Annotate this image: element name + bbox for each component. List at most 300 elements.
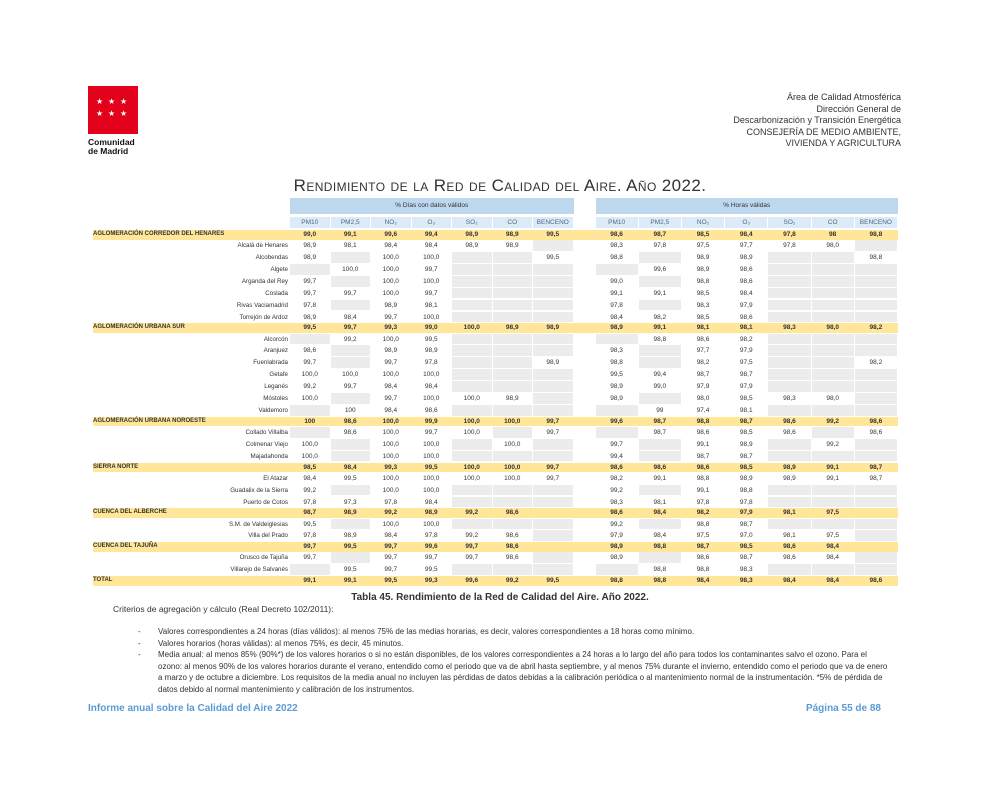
- daily-cell: 99,3: [384, 324, 398, 332]
- daily-cell: 99,5: [424, 566, 438, 574]
- hourly-cell: [855, 564, 897, 575]
- hourly-cell: [855, 405, 897, 416]
- daily-cell: 100,0: [504, 440, 521, 448]
- hourly-cell: 99,1: [696, 486, 710, 494]
- hourly-cell: 98,4: [826, 543, 839, 551]
- hourly-cell: 98,3: [610, 498, 623, 506]
- daily-cell: 100,0: [423, 313, 440, 321]
- hourly-cell: [768, 312, 810, 323]
- daily-cell: 98,5: [303, 463, 317, 471]
- hourly-cell: 98,5: [696, 289, 710, 297]
- hourly-cell: 98,9: [610, 395, 623, 402]
- daily-cell: 98,4: [343, 313, 357, 321]
- daily-cell: 98,9: [465, 242, 479, 250]
- daily-cell: 99,7: [343, 324, 357, 332]
- daily-cell: 98,6: [505, 554, 519, 562]
- daily-cell: [533, 240, 573, 251]
- hourly-cell: 98,2: [610, 474, 623, 482]
- hourly-cell: 98,2: [696, 359, 710, 367]
- hourly-cell: 98,6: [739, 277, 753, 285]
- station-label: Valdemoro: [258, 406, 288, 414]
- section-label: CUENCA DEL TAJUÑA: [93, 543, 158, 550]
- hourly-cell: [812, 312, 854, 323]
- hourly-cell: 98,1: [783, 509, 796, 517]
- daily-cell: 99,1: [303, 577, 317, 585]
- daily-cell: [493, 357, 533, 368]
- station-label: Collado Villalba: [245, 428, 288, 436]
- hourly-cell: [596, 334, 638, 345]
- hourly-cell: 98,6: [610, 509, 623, 517]
- daily-cell: 100,0: [423, 440, 440, 448]
- daily-cell: [331, 485, 371, 496]
- hourly-cell: 98,7: [696, 543, 710, 551]
- hourly-cell: 98,0: [826, 242, 839, 250]
- hourly-cell: 98,8: [653, 335, 667, 343]
- hourly-cell: [768, 264, 810, 275]
- daily-cell: 98,6: [303, 347, 317, 355]
- daily-cell: 98,9: [505, 395, 519, 402]
- daily-cell: 99,7: [546, 417, 560, 425]
- daily-cell: [331, 439, 371, 450]
- page-title: Rendimiento de la Red de Calidad del Aire. Año 2022.: [293, 176, 707, 195]
- hourly-cell: 98,8: [610, 254, 623, 261]
- daily-cell: 99,0: [303, 231, 317, 238]
- hourly-cell: [639, 393, 681, 404]
- criteria-list: [138, 626, 888, 696]
- hourly-cell: [596, 405, 638, 416]
- hourly-cell: [639, 451, 681, 462]
- hourly-cell: 98,6: [783, 417, 796, 425]
- daily-cell: 100,0: [382, 289, 399, 297]
- daily-cell: [331, 276, 371, 287]
- hourly-cell: 98,6: [696, 463, 710, 471]
- table-caption: Tabla 45. Rendimiento de la Red de Calidad del Aire. Año 2022.: [351, 592, 649, 603]
- hourly-cell: [812, 369, 854, 380]
- station-label: Torrejón de Ardoz: [239, 313, 288, 321]
- daily-cell: 99,2: [465, 532, 479, 540]
- daily-cell: [533, 564, 573, 575]
- hourly-cell: [812, 264, 854, 275]
- section-label: CUENCA DEL ALBERCHE: [93, 509, 167, 516]
- daily-cell: [452, 451, 492, 462]
- daily-cell: [493, 497, 533, 508]
- daily-cell: 99,4: [424, 231, 438, 238]
- hourly-cell: 98,7: [653, 417, 667, 425]
- daily-cell: [533, 497, 573, 508]
- daily-cell: 98,9: [384, 301, 398, 309]
- daily-cell: [493, 381, 533, 392]
- hourly-cell: 97,5: [696, 532, 710, 540]
- hourly-cell: [639, 439, 681, 450]
- daily-cell: [331, 300, 371, 311]
- daily-cell: [493, 300, 533, 311]
- daily-cell: [452, 334, 492, 345]
- station-label: Villa del Prado: [248, 532, 288, 540]
- hourly-cell: [639, 276, 681, 287]
- station-label: Leganés: [264, 383, 288, 391]
- hourly-cell: 97,8: [610, 301, 623, 309]
- hourly-cell: 98,9: [739, 440, 753, 448]
- hourly-cell: 98,5: [739, 395, 753, 402]
- daily-cell: 99,5: [546, 577, 560, 585]
- daily-cell: 99,7: [384, 554, 398, 562]
- daily-cell: 98,9: [384, 347, 398, 355]
- logo-text: Comunidad de Madrid: [88, 137, 135, 156]
- daily-cell: 98,4: [343, 463, 357, 471]
- hourly-cell: 98,1: [696, 324, 710, 332]
- daily-cell: [493, 334, 533, 345]
- daily-cell: 98,4: [424, 383, 438, 391]
- hourly-cell: [639, 252, 681, 263]
- hourly-cell: [812, 497, 854, 508]
- hourly-cell: 97,9: [739, 509, 753, 517]
- hourly-cell: 98,3: [696, 301, 710, 309]
- hourly-cell: [855, 312, 897, 323]
- daily-cell: [493, 564, 533, 575]
- hourly-cell: [812, 300, 854, 311]
- daily-cell: 100,0: [463, 463, 480, 471]
- section-label: SIERRA NORTE: [93, 463, 139, 470]
- daily-cell: 99,7: [303, 554, 317, 562]
- daily-cell: 99,7: [343, 383, 357, 391]
- hourly-cell: 98,3: [783, 395, 796, 402]
- daily-cell: 99,6: [465, 577, 479, 585]
- hourly-cell: 99,1: [610, 289, 623, 297]
- daily-cell: 99,5: [424, 463, 438, 471]
- hourly-cell: 98,8: [869, 254, 883, 261]
- hourly-cell: [812, 519, 854, 530]
- daily-cell: 99,5: [303, 520, 317, 528]
- daily-cell: 98,9: [546, 359, 560, 367]
- hourly-cell: [768, 497, 810, 508]
- daily-cell: 99,7: [384, 566, 398, 574]
- daily-cell: 98,4: [424, 498, 438, 506]
- station-label: Alcorcón: [263, 335, 288, 343]
- daily-cell: 100,0: [463, 417, 480, 425]
- daily-cell: 99,7: [424, 265, 438, 273]
- hourly-cell: 98,6: [653, 463, 667, 471]
- hourly-cell: 98,4: [653, 509, 667, 517]
- daily-cell: 99,5: [546, 254, 560, 261]
- hourly-cell: 98,6: [869, 428, 883, 436]
- group-header-daily: % Días con datos válidos: [290, 198, 574, 214]
- daily-cell: [452, 264, 492, 275]
- daily-cell: 100,0: [382, 520, 399, 528]
- daily-cell: 100,0: [342, 265, 359, 273]
- hourly-cell: [596, 427, 638, 438]
- hourly-cell: 98,9: [739, 254, 753, 261]
- hourly-cell: [855, 508, 897, 517]
- daily-cell: 98,4: [384, 383, 398, 391]
- daily-cell: 99,5: [343, 543, 357, 551]
- hourly-cell: [639, 357, 681, 368]
- hourly-cell: 98,4: [696, 577, 710, 585]
- hourly-cell: 98,2: [696, 509, 710, 517]
- daily-cell: 97,8: [303, 498, 317, 506]
- hourly-cell: 99,6: [610, 417, 623, 425]
- hourly-cell: 98,6: [696, 335, 710, 343]
- daily-cell: [493, 276, 533, 287]
- daily-cell: 98,6: [343, 428, 357, 436]
- daily-cell: 100,0: [382, 265, 399, 273]
- hourly-cell: [855, 381, 897, 392]
- daily-cell: 100,0: [382, 474, 399, 482]
- hourly-cell: [812, 564, 854, 575]
- hourly-cell: 97,5: [739, 359, 753, 367]
- hourly-cell: 97,5: [826, 509, 839, 517]
- hourly-cell: 99,2: [826, 440, 839, 448]
- hourly-cell: 98,5: [696, 231, 710, 238]
- daily-cell: 97,8: [384, 498, 398, 506]
- daily-cell: [493, 312, 533, 323]
- station-label: Aranjuez: [263, 347, 288, 355]
- daily-cell: 100,0: [301, 452, 318, 460]
- column-header: CO: [493, 217, 533, 228]
- daily-cell: 100,0: [423, 474, 440, 482]
- daily-cell: 100,0: [382, 277, 399, 285]
- hourly-cell: 98,1: [739, 406, 753, 414]
- station-label: Puerto de Cotos: [243, 498, 288, 506]
- daily-cell: 98,4: [384, 406, 398, 414]
- daily-cell: [452, 345, 492, 356]
- daily-cell: 98,9: [303, 242, 317, 250]
- daily-cell: 100,0: [423, 452, 440, 460]
- daily-cell: 100,0: [301, 395, 318, 402]
- daily-cell: 99,7: [465, 543, 479, 551]
- hourly-cell: [812, 405, 854, 416]
- hourly-cell: 99,2: [610, 520, 623, 528]
- daily-cell: [452, 357, 492, 368]
- daily-cell: 98,4: [424, 242, 438, 250]
- hourly-cell: [812, 357, 854, 368]
- station-label: Rivas Vaciamadrid: [236, 301, 288, 309]
- daily-cell: 100,0: [504, 474, 521, 482]
- hourly-cell: [768, 345, 810, 356]
- column-header: O₃: [412, 217, 452, 228]
- daily-cell: 98,4: [384, 242, 398, 250]
- hourly-cell: [855, 552, 897, 563]
- station-label: Colmenar Viejo: [245, 440, 288, 448]
- criteria-item: - Valores horarios (horas válidas): al menos 75%, es decir, 45 minutos.: [138, 638, 888, 650]
- daily-cell: 99,7: [384, 313, 398, 321]
- daily-cell: 98,9: [303, 313, 317, 321]
- daily-cell: 98,6: [505, 532, 519, 540]
- station-label: Guadalix de la Sierra: [230, 486, 288, 494]
- hourly-cell: 98,6: [739, 313, 753, 321]
- hourly-cell: 99,1: [653, 289, 667, 297]
- hourly-cell: 99,1: [653, 324, 667, 332]
- daily-cell: 97,8: [424, 359, 438, 367]
- hourly-cell: [639, 552, 681, 563]
- hourly-cell: [855, 451, 897, 462]
- criteria-item: - Media anual: al menos 85% (90%*) de los valores horarios o si no están disponibles, de los valores correspondientes a 24 horas a lo largo del año para todos los contaminantes salvo el ozono. Para el ozono: al menos 90% de los valores horarios durante el verano, entendido como el periodo que va de abril hasta septiembre, y al menos 75% durante el invierno, entendido como el periodo que va de enero a marzo y de octubre a diciembre. Los requisitos de la media anual no incluyen las pérdidas de datos debidas a la calibración periódica o al mantenimiento normal de la instrumentación. *5% de pérdida de datos debido al normal mantenimiento y calibración de los instrumentos.: [138, 649, 888, 695]
- criteria-item: - Valores correspondientes a 24 horas (días válidos): al menos 75% de las medias horarias, es decir, valores correspondientes a 18 horas como mínimo.: [138, 626, 888, 638]
- station-label: Alcalá de Henares: [237, 242, 288, 250]
- station-label: Coslada: [265, 289, 288, 297]
- hourly-cell: 98,7: [739, 371, 753, 379]
- hourly-cell: [812, 485, 854, 496]
- hourly-cell: [855, 530, 897, 541]
- daily-cell: 100,0: [301, 371, 318, 379]
- hourly-cell: 98,7: [739, 554, 753, 562]
- hourly-cell: 97,5: [696, 242, 710, 250]
- hourly-cell: 98,9: [610, 383, 623, 391]
- hourly-cell: 98,5: [739, 543, 753, 551]
- hourly-cell: [596, 564, 638, 575]
- hourly-cell: 98,6: [696, 428, 710, 436]
- hourly-cell: 97,9: [739, 383, 753, 391]
- hourly-cell: 98,3: [610, 347, 623, 355]
- daily-cell: [493, 519, 533, 530]
- daily-cell: 98,4: [303, 474, 317, 482]
- hourly-cell: 98,1: [653, 498, 667, 506]
- hourly-cell: 98,4: [610, 313, 623, 321]
- hourly-cell: 97,9: [739, 301, 753, 309]
- hourly-cell: 98,7: [696, 452, 710, 460]
- daily-cell: 98,7: [303, 509, 317, 517]
- daily-cell: 98,4: [384, 532, 398, 540]
- hourly-cell: 98,7: [739, 452, 753, 460]
- daily-cell: 98,9: [303, 254, 317, 261]
- hourly-cell: 98,7: [869, 463, 883, 471]
- daily-cell: 100,0: [301, 440, 318, 448]
- daily-cell: 100,0: [382, 428, 399, 436]
- hourly-cell: [768, 357, 810, 368]
- hourly-cell: [768, 369, 810, 380]
- daily-cell: 99,7: [303, 277, 317, 285]
- hourly-cell: 98,2: [869, 324, 883, 332]
- hourly-cell: [855, 345, 897, 356]
- hourly-cell: [639, 519, 681, 530]
- hourly-cell: [855, 519, 897, 530]
- daily-cell: 99,7: [465, 554, 479, 562]
- comunidad-madrid-logo: [88, 86, 138, 156]
- daily-cell: 99,2: [303, 486, 317, 494]
- column-header: SO₂: [452, 217, 492, 228]
- section-label: AGLOMERACIÓN URBANA SUR: [93, 324, 185, 331]
- hourly-cell: 98,8: [696, 520, 710, 528]
- hourly-cell: 98,3: [739, 566, 753, 574]
- hourly-cell: 99,4: [653, 371, 667, 379]
- hourly-cell: 97,8: [783, 242, 796, 250]
- hourly-cell: 99,1: [826, 474, 839, 482]
- organization-header: Área de Calidad Atmosférica Dirección General de Descarbonización y Transición Energética CONSEJERÍA DE MEDIO AMBIENTE, VIVIENDA Y AGRICULTURA: [733, 92, 901, 148]
- daily-cell: 99,7: [384, 359, 398, 367]
- hourly-cell: 99,1: [653, 474, 667, 482]
- hourly-cell: 97,8: [696, 498, 710, 506]
- daily-cell: [533, 300, 573, 311]
- daily-cell: 99,7: [303, 359, 317, 367]
- hourly-cell: [855, 485, 897, 496]
- daily-cell: [533, 439, 573, 450]
- hourly-cell: [855, 497, 897, 508]
- hourly-cell: [812, 451, 854, 462]
- daily-cell: 100,0: [463, 428, 480, 436]
- daily-cell: [533, 264, 573, 275]
- hourly-cell: 98,5: [739, 428, 753, 436]
- daily-cell: 100,0: [504, 463, 521, 471]
- station-label: Fuenlabrada: [253, 359, 288, 367]
- daily-cell: 99,7: [424, 428, 438, 436]
- daily-cell: [452, 381, 492, 392]
- daily-cell: 97,8: [303, 301, 317, 309]
- column-header: PM10: [290, 217, 330, 228]
- daily-cell: [493, 405, 533, 416]
- daily-cell: [493, 264, 533, 275]
- hourly-cell: [812, 334, 854, 345]
- hourly-cell: [768, 381, 810, 392]
- daily-cell: [493, 288, 533, 299]
- daily-cell: 100: [304, 417, 316, 425]
- daily-cell: [452, 300, 492, 311]
- daily-cell: 99,5: [424, 335, 438, 343]
- hourly-cell: 97,5: [826, 532, 839, 540]
- daily-cell: 98,1: [343, 242, 357, 250]
- daily-cell: 99,2: [465, 509, 479, 517]
- hourly-cell: 97,0: [739, 532, 753, 540]
- daily-cell: [290, 564, 330, 575]
- hourly-cell: 97,9: [610, 532, 623, 540]
- station-label: Algete: [270, 265, 288, 273]
- column-header: PM10: [596, 217, 638, 228]
- daily-cell: [290, 334, 330, 345]
- daily-cell: [493, 451, 533, 462]
- daily-cell: 100,0: [382, 417, 399, 425]
- daily-cell: 98,6: [343, 417, 357, 425]
- daily-cell: [290, 427, 330, 438]
- hourly-cell: 98,1: [739, 324, 753, 332]
- hourly-cell: 98: [829, 231, 837, 238]
- column-header: NO₂: [371, 217, 411, 228]
- column-header: O₃: [725, 217, 767, 228]
- daily-cell: [452, 485, 492, 496]
- hourly-cell: 98,9: [696, 254, 710, 261]
- hourly-cell: 98,6: [783, 554, 796, 562]
- daily-cell: 99,2: [343, 335, 357, 343]
- daily-cell: 99,7: [424, 289, 438, 297]
- hourly-cell: [812, 381, 854, 392]
- daily-cell: [331, 393, 371, 404]
- daily-cell: 99,0: [424, 324, 438, 332]
- hourly-cell: 99,0: [610, 277, 623, 285]
- daily-cell: 98,9: [424, 509, 438, 517]
- hourly-cell: 98,8: [610, 359, 623, 367]
- hourly-cell: 98,8: [610, 577, 623, 585]
- daily-cell: [533, 276, 573, 287]
- daily-cell: [533, 393, 573, 404]
- daily-cell: 100,0: [423, 254, 440, 261]
- daily-cell: 100,0: [382, 371, 399, 379]
- daily-cell: [533, 369, 573, 380]
- hourly-cell: 97,8: [783, 231, 796, 238]
- daily-cell: 98,9: [343, 532, 357, 540]
- daily-cell: 99,3: [384, 463, 398, 471]
- section-label: TOTAL: [93, 577, 113, 584]
- daily-cell: [452, 312, 492, 323]
- daily-cell: [533, 530, 573, 541]
- daily-cell: 99,7: [546, 463, 560, 471]
- daily-cell: [533, 519, 573, 530]
- daily-cell: 100,0: [504, 417, 521, 425]
- daily-cell: 98,6: [505, 543, 519, 551]
- hourly-cell: 98,9: [610, 543, 623, 551]
- footer-page-number: Página 55 de 88: [805, 703, 881, 714]
- column-header: BENCENO: [533, 217, 573, 228]
- hourly-cell: 98,6: [783, 428, 796, 436]
- criteria-title: Criterios de agregación y cálculo (Real Decreto 102/2011):: [113, 604, 334, 614]
- column-header: PM2,5: [639, 217, 681, 228]
- daily-cell: 100,0: [382, 452, 399, 460]
